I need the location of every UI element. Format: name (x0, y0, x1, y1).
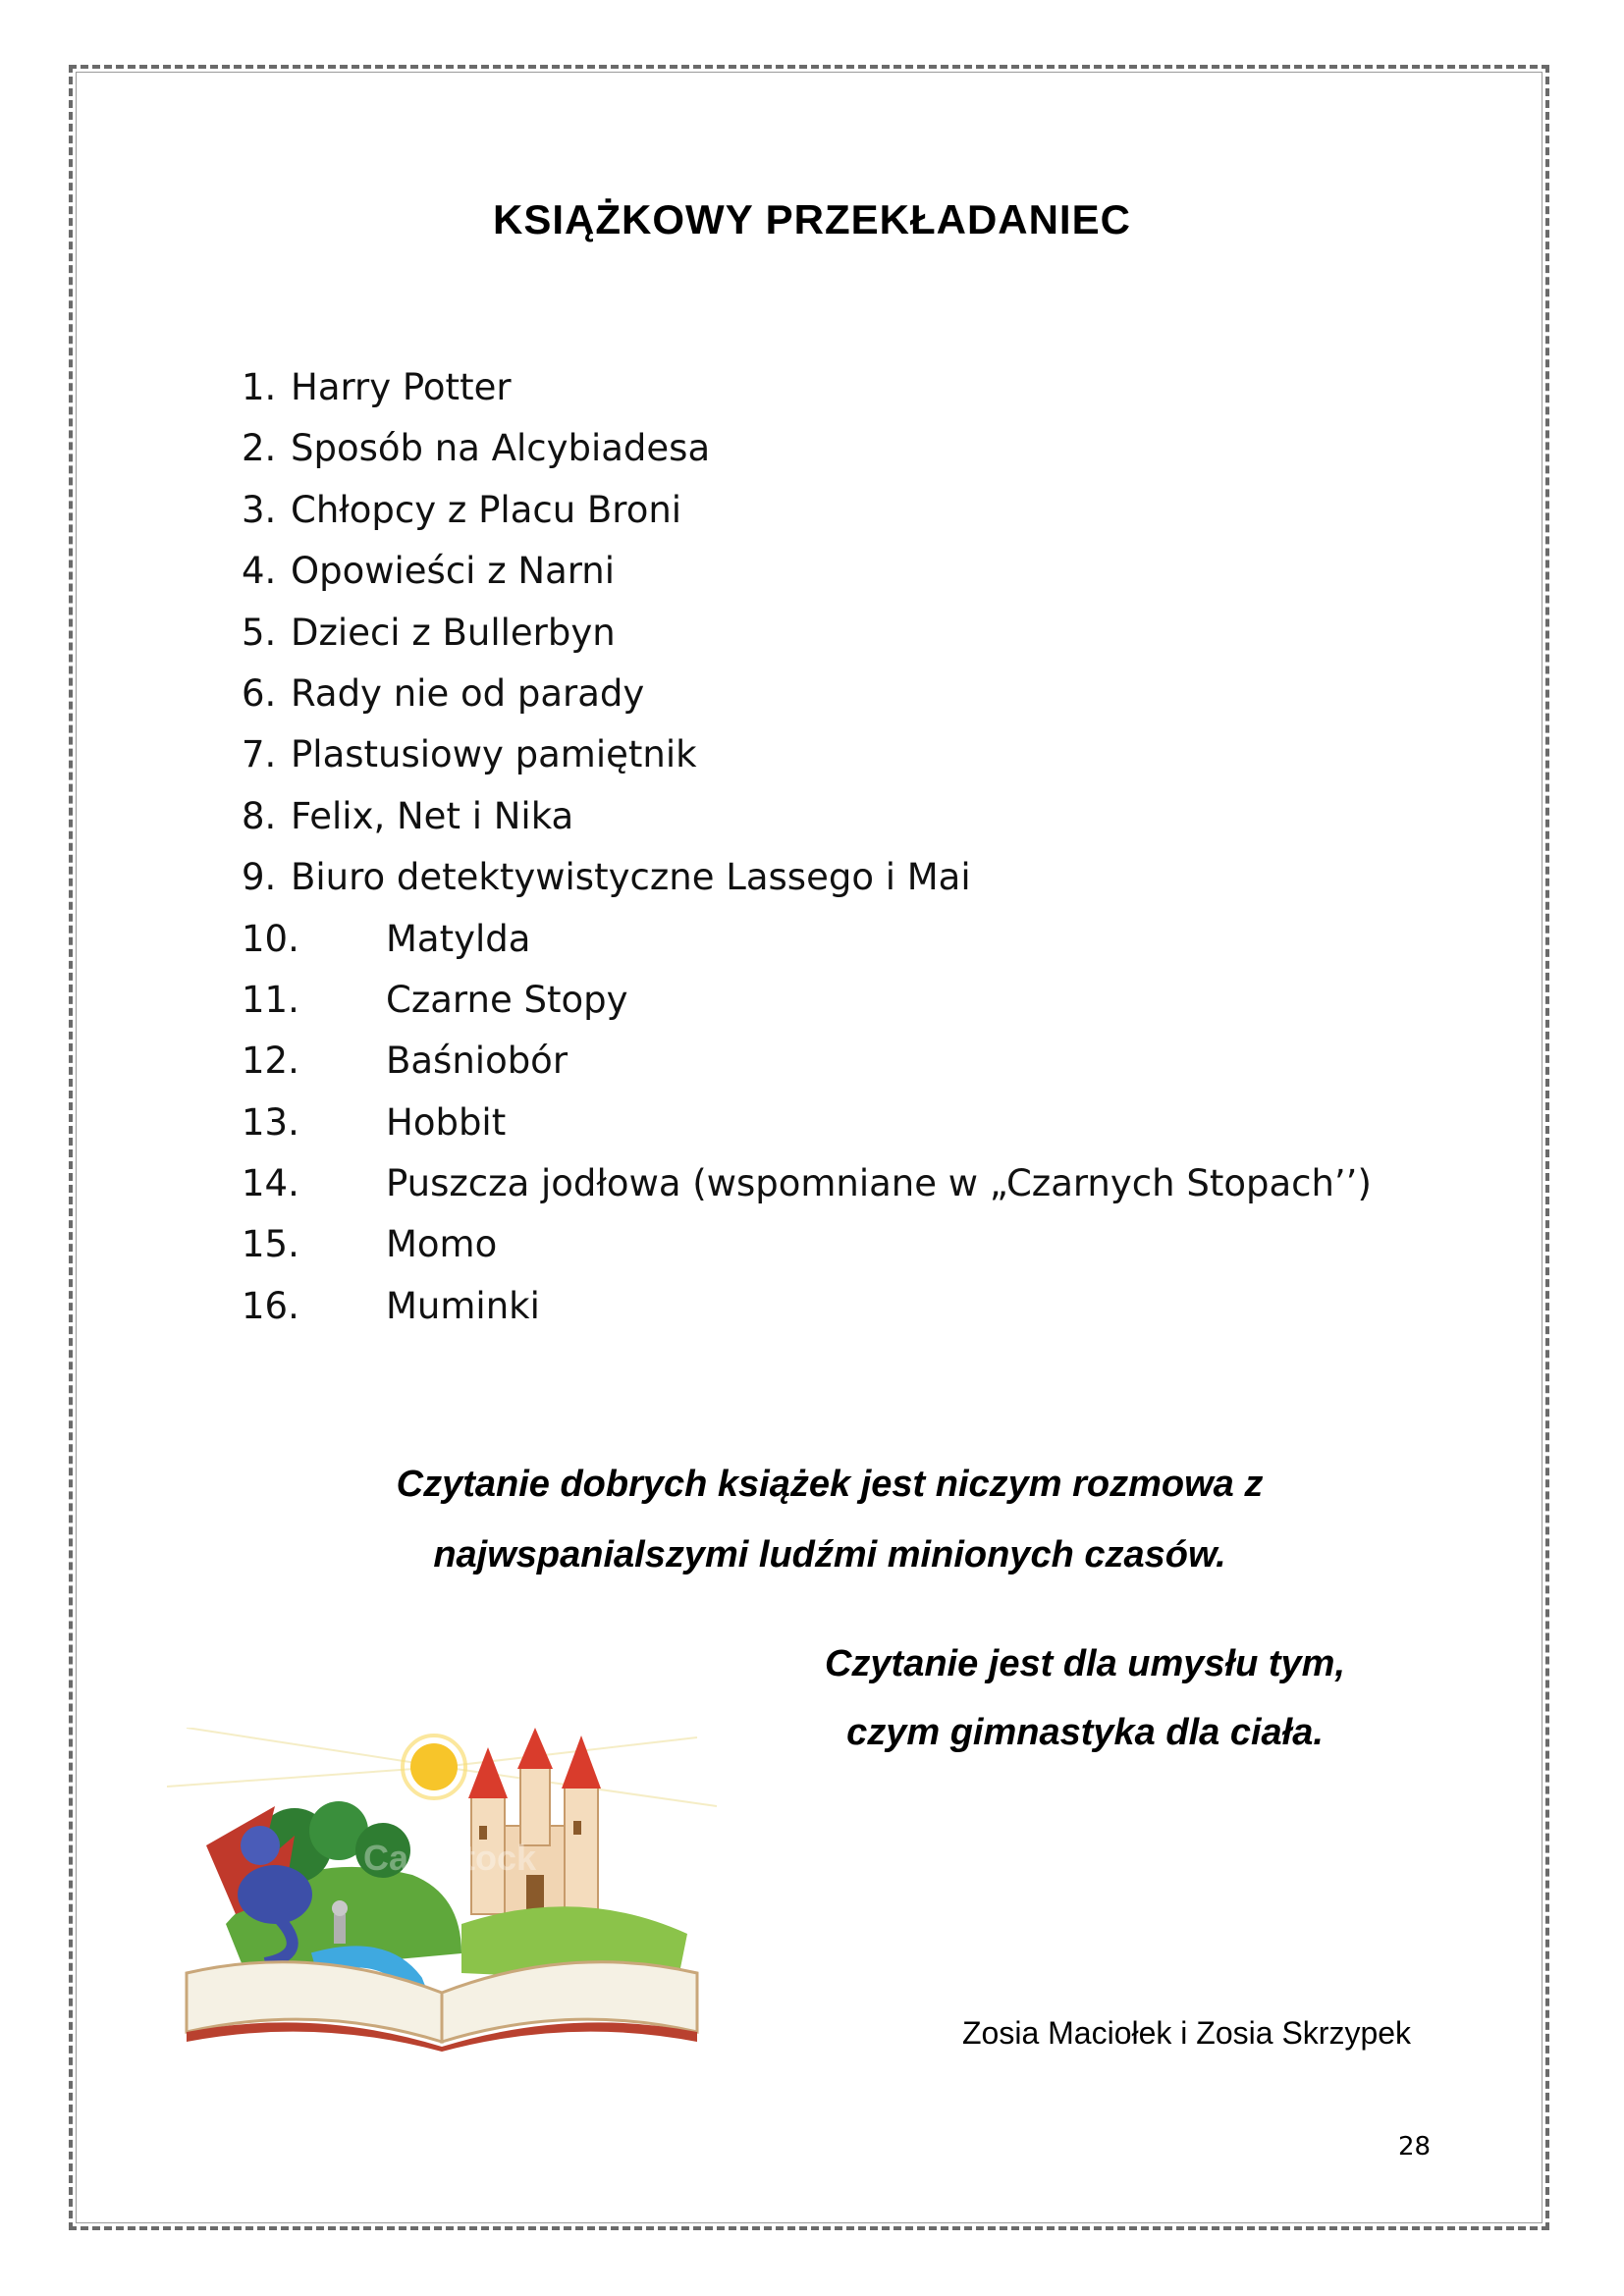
list-item-number: 4. (242, 550, 277, 593)
list-item-number: 8. (242, 794, 277, 837)
list-item-number: 14. (242, 1162, 299, 1205)
list-item-number: 12. (242, 1040, 299, 1083)
list-item (242, 1093, 1372, 1153)
list-item (242, 357, 1372, 418)
quote-line: czym gimnastyka dla ciała. (846, 1712, 1324, 1753)
quote-line: najwspanialszymi ludźmi minionych czasów. (433, 1534, 1226, 1575)
list-item-number: 9. (242, 856, 277, 899)
list-item (242, 909, 1372, 970)
list-item-title: Biuro detektywistyczne Lassego i Mai (291, 856, 971, 899)
list-item-title: Baśniobór (386, 1040, 568, 1083)
list-item-number: 6. (242, 671, 277, 715)
list-item-number: 2. (242, 427, 277, 470)
list-item-number: 1. (242, 366, 277, 408)
list-item (242, 724, 1372, 785)
list-item (242, 603, 1372, 664)
watermark-text: Can Stock (363, 1838, 537, 1878)
list-item-number: 10. (242, 917, 299, 960)
list-item (242, 1214, 1372, 1275)
quote-line: Czytanie jest dla umysłu tym, (824, 1643, 1346, 1684)
list-item-number: 3. (242, 488, 277, 531)
list-item-title: Dzieci z Bullerbyn (291, 611, 616, 654)
list-item-number: 15. (242, 1223, 299, 1266)
open-fairytale-book-illustration (167, 1728, 717, 2052)
list-item-number: 7. (242, 733, 277, 776)
list-item (242, 1031, 1372, 1092)
list-item-number: 13. (242, 1100, 299, 1144)
list-item-number: 11. (242, 978, 299, 1021)
list-item-title: Matylda (386, 917, 531, 960)
authors-signature: Zosia Maciołek i Zosia Skrzypek (962, 2015, 1412, 2051)
list-item-title: Opowieści z Narni (291, 550, 616, 593)
list-item (242, 970, 1372, 1031)
list-item-title: Momo (386, 1223, 498, 1266)
list-item (242, 541, 1372, 602)
list-item (242, 786, 1372, 847)
list-item (242, 418, 1372, 479)
list-item-title: Czarne Stopy (386, 978, 628, 1021)
list-item-number: 16. (242, 1284, 299, 1327)
list-item-title: Chłopcy z Placu Broni (291, 488, 682, 531)
list-item-title: Plastusiowy pamiętnik (291, 733, 697, 776)
quote-reading-good-books (265, 1449, 1394, 1590)
page-title: KSIĄŻKOWY PRZEKŁADANIEC (493, 196, 1131, 242)
list-item (242, 1276, 1372, 1337)
list-item (242, 480, 1372, 541)
list-item (242, 664, 1372, 724)
quote-reading-mind-gym (727, 1629, 1443, 1767)
book-list (242, 357, 1372, 1337)
list-item-title: Puszcza jodłowa (wspomniane w „Czarnych Stopach’’) (386, 1162, 1372, 1205)
list-item-title: Hobbit (386, 1100, 507, 1144)
page-number: 28 (1398, 2132, 1432, 2162)
list-item-number: 5. (242, 611, 277, 654)
list-item-title: Muminki (386, 1284, 540, 1327)
quote-line: Czytanie dobrych książek jest niczym rozmowa z (396, 1464, 1264, 1505)
list-item-title: Harry Potter (291, 366, 512, 408)
list-item-title: Felix, Net i Nika (291, 794, 574, 837)
list-item (242, 1153, 1372, 1214)
list-item-title: Sposób na Alcybiadesa (291, 427, 711, 470)
list-item-title: Rady nie od parady (291, 671, 645, 715)
list-item (242, 847, 1372, 908)
